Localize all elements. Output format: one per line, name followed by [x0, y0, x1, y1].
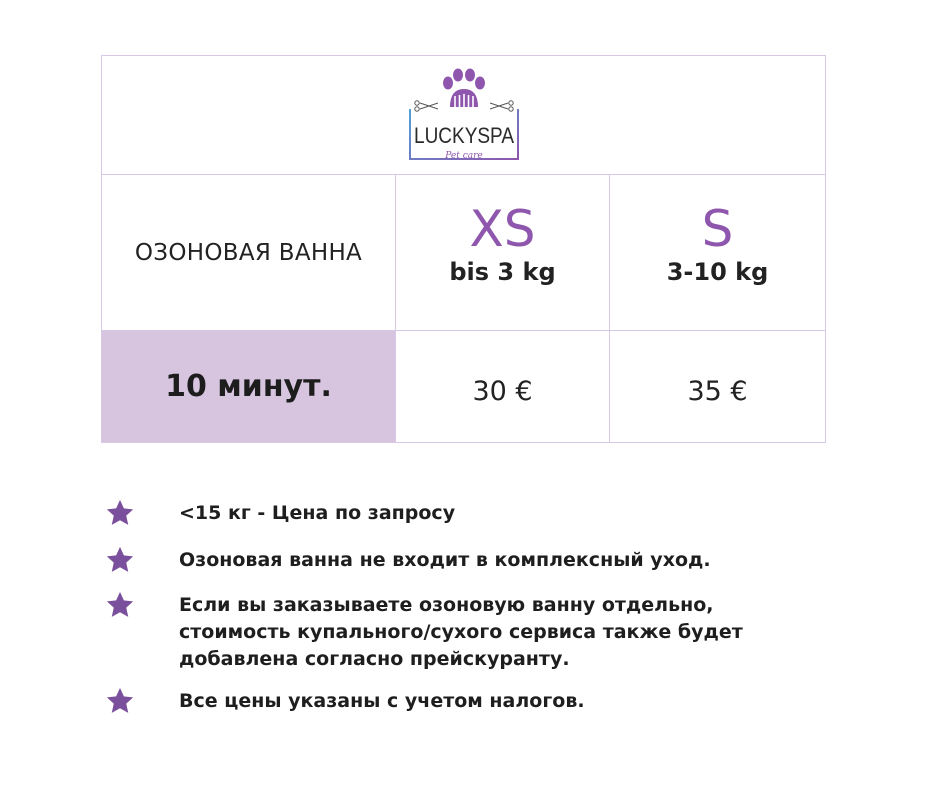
- luckyspa-logo: [402, 65, 526, 165]
- size-cell-xs: [395, 174, 610, 331]
- price-table: [101, 55, 826, 443]
- price-cell-s: [609, 330, 826, 443]
- note-text: Все цены указаны с учетом налогов.: [179, 690, 585, 712]
- note-text: <15 кг - Цена по запросу: [179, 502, 456, 524]
- size-cell-s: [609, 174, 826, 331]
- logo-cell: [101, 55, 826, 175]
- duration-cell: [101, 330, 396, 443]
- size-code-xs: XS: [469, 200, 536, 258]
- logo-tagline: Pet care: [444, 151, 483, 161]
- star-icon: [104, 686, 136, 716]
- size-code-s: S: [701, 200, 734, 258]
- price-s: 35 €: [687, 376, 748, 407]
- star-icon: [104, 498, 136, 528]
- star-icon: [104, 590, 136, 620]
- price-xs: 30 €: [472, 376, 533, 407]
- service-name-cell: [101, 174, 396, 331]
- duration-label: 10 минут.: [165, 369, 332, 404]
- logo-brand: LUCKYSPA: [413, 123, 514, 148]
- size-weight-s: 3-10 kg: [666, 258, 769, 286]
- price-cell-xs: [395, 330, 610, 443]
- note-text: Озоновая ванна не входит в комплексный уход.: [179, 549, 711, 571]
- star-icon: [104, 545, 136, 575]
- size-weight-xs: bis 3 kg: [449, 258, 556, 286]
- note-text: Если вы заказываете озоновую ванну отдельно, стоимость купального/сухого сервиса также будет добавлена согласно прейскуранту.: [179, 594, 743, 670]
- service-name: ОЗОНОВАЯ ВАННА: [134, 239, 363, 266]
